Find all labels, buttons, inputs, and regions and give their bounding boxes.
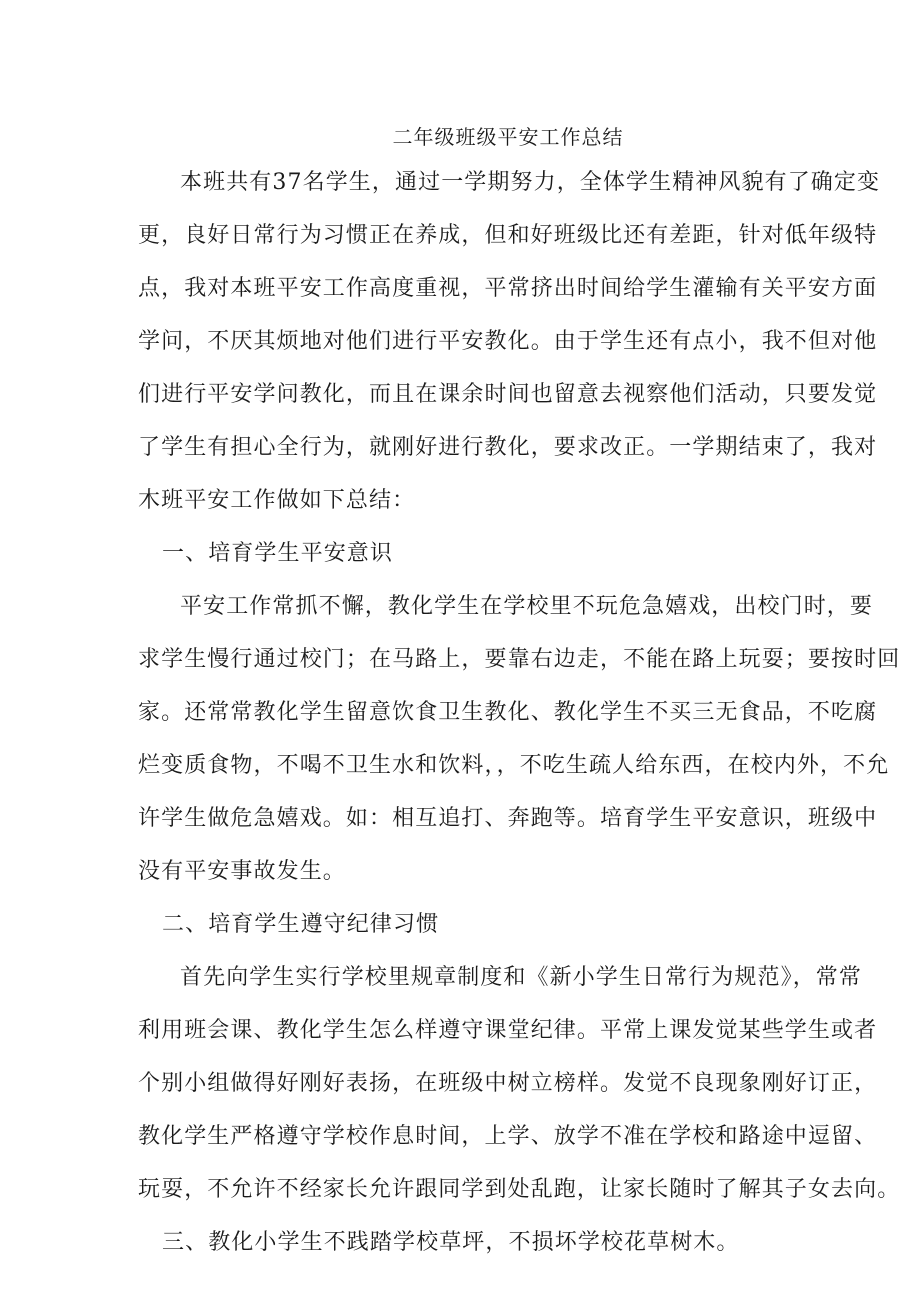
paragraph-line: 更，良好日常行为习惯正在养成，但和好班级比还有差距，针对低年级特 [138,223,878,248]
paragraph-line: 家。还常常教化学生留意饮食卫生教化、教化学生不买三无食品，不吃腐 [138,700,878,725]
paragraph-line: 许学生做危急嬉戏。如：相互追打、奔跑等。培育学生平安意识，班级中 [138,806,878,831]
paragraph-line: 木班平安工作做如下总结： [138,488,416,513]
paragraph-line: 学问，不厌其烦地对他们进行平安教化。由于学生还有点小，我不但对他 [138,329,878,354]
paragraph-line: 没有平安事故发生。 [138,859,346,884]
document-title: 二年级班级平安工作总结 [392,125,624,149]
paragraph-line: 们进行平安学问教化，而且在课余时间也留意去视察他们活动，只要发觉 [138,382,878,407]
paragraph-line: 求学生慢行通过校门；在马路上，要靠右边走，不能在路上玩耍；要按时回 [138,647,901,672]
paragraph-line: 点，我对本班平安工作高度重视，平常挤出时间给学生灌输有关平安方面 [138,276,878,301]
paragraph-line: 个别小组做得好刚好表扬，在班级中树立榜样。发觉不良现象刚好订正， [138,1071,878,1096]
section-heading: 三、教化小学生不践踏学校草坪，不损坏学校花草树木。 [162,1230,740,1255]
paragraph-line: 教化学生严格遵守学校作息时间，上学、放学不准在学校和路途中逗留、 [138,1124,878,1149]
paragraph-line: 首先向学生实行学校里规章制度和《新小学生日常行为规范》，常常 [180,965,863,990]
paragraph-line: 玩耍，不允许不经家长允许跟同学到处乱跑，让家长随时了解其子女去向。 [138,1177,901,1202]
paragraph-line: 本班共有37名学生，通过一学期努力，全体学生精神风貌有了确定变 [180,170,881,195]
paragraph-line: 平安工作常抓不懈，教化学生在学校里不玩危急嬉戏，出校门时，要 [180,594,874,619]
section-heading: 二、培育学生遵守纪律习惯 [162,912,440,937]
paragraph-line: 了学生有担心全行为，就刚好进行教化，要求改正。一学期结束了，我对 [138,435,878,460]
paragraph-line: 烂变质食物，不喝不卫生水和饮料，，不吃生疏人给东西，在校内外，不允 [138,753,890,778]
section-heading: 一、培育学生平安意识 [162,541,394,566]
paragraph-line: 利用班会课、教化学生怎么样遵守课堂纪律。平常上课发觉某些学生或者 [138,1018,878,1043]
